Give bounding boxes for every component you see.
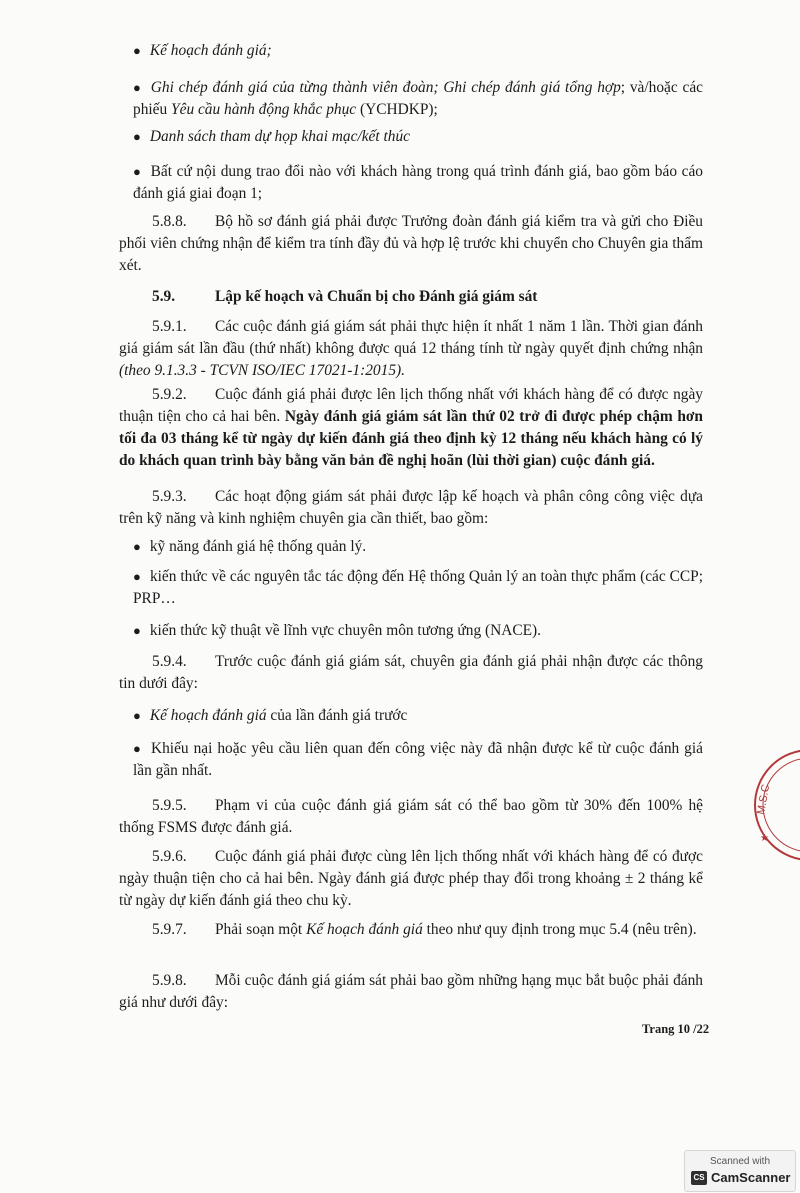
section-5-9-5 [119,795,703,839]
bullet-text-italic: Ghi chép đánh giá của từng thành viên đoàn; Ghi chép đánh giá tổng hợp [150,79,621,96]
bullet-item [133,77,703,121]
section-text: Phạm vi của cuộc đánh giá giám sát có thể bao gồm từ 30% đến 100% hệ thống FSMS được đánh giá. [119,797,703,836]
stamp-seal [750,745,800,865]
section-5-9-7 [119,919,703,941]
section-heading-5-9 [119,286,703,308]
bullet-item [133,705,703,727]
bullet-text: Danh sách tham dự họp khai mạc/kết thúc [149,128,411,145]
section-number: 5.9.5. [152,797,187,814]
bullet-text: kiến thức kỹ thuật về lĩnh vực chuyên môn tương ứng (NACE). [149,622,542,639]
watermark-brand: CamScanner [711,1170,791,1185]
bullet-item [133,566,703,610]
camscanner-logo-icon: CS [691,1171,707,1185]
bullet-dot: ● [133,569,141,584]
section-number: 5.9.8. [152,972,187,989]
camscanner-watermark [684,1150,796,1192]
section-5-9-8 [119,970,703,1014]
section-number: 5.9.2. [152,386,187,403]
bullet-dot: ● [133,623,141,638]
section-title: Lập kế hoạch và Chuẩn bị cho Đánh giá giám sát [215,288,538,305]
section-5-9-2 [119,384,703,472]
section-text: theo như quy định trong mục 5.4 (nêu trên). [422,921,697,938]
section-number: 5.9.7. [152,921,187,938]
section-number: 5.9.1. [152,318,187,335]
section-text: Cuộc đánh giá phải được lên lịch thống nhất với khách hàng để có được ngày thuận tiện cho cả hai bên. [119,386,703,425]
page-number: Trang 10 /22 [642,1022,710,1036]
bullet-text-italic: Yêu cầu hành động khắc phục [171,101,357,118]
bullet-dot: ● [133,539,141,554]
section-number: 5.8.8. [152,213,187,230]
bullet-dot: ● [133,129,141,144]
bullet-text-italic: Kế hoạch đánh giá [149,707,267,724]
section-number: 5.9.3. [152,488,187,505]
bullet-dot: ● [133,741,142,756]
bullet-item [133,40,703,62]
section-number: 5.9. [152,288,176,305]
bullet-text: Bất cứ nội dung trao đổi nào với khách hàng trong quá trình đánh giá, bao gồm báo cáo đánh giá giai đoạn 1; [133,163,703,202]
section-text-bold: Ngày đánh giá giám sát lần thứ 02 trở đi được phép chậm hơn tối đa 03 tháng kể từ ngày dự kiến đánh giá theo định kỳ 12 tháng nếu khách hàng có lý do khách quan trình bày bằng văn bản đề nghị hoãn (lùi thời gian) cuộc đánh giá. [119,408,703,469]
bullet-dot: ● [133,164,142,179]
section-number: 5.9.4. [152,653,187,670]
bullet-text: ; và/hoặc các phiếu [133,79,703,118]
bullet-dot: ● [133,80,142,95]
bullet-dot: ● [133,43,141,58]
bullet-item [133,161,703,205]
section-5-8-8 [119,211,703,277]
section-5-9-4 [119,651,703,695]
watermark-caption: Scanned with [709,1156,771,1167]
section-reference: (theo 9.1.3.3 - TCVN ISO/IEC 17021-1:2015). [119,362,405,379]
section-text: Phải soạn một [215,921,307,938]
bullet-item [133,536,703,558]
stamp-text: M.S.C [755,783,773,816]
bullet-dot: ● [133,708,141,723]
section-5-9-3 [119,486,703,530]
section-text: Trước cuộc đánh giá giám sát, chuyên gia đánh giá phải nhận được các thông tin dưới đây: [119,653,703,692]
section-text-italic: Kế hoạch đánh giá [306,921,423,938]
bullet-item [133,126,703,148]
section-text: Cuộc đánh giá phải được cùng lên lịch thống nhất với khách hàng để có được ngày thuận tiện cho cả hai bên. Ngày đánh giá được phép thay đổi trong khoảng ± 2 tháng kể từ ngày dự kiến đánh giá theo chu kỳ. [119,848,703,909]
bullet-text: (YCHDKP); [356,101,438,118]
bullet-text: kỹ năng đánh giá hệ thống quản lý. [149,538,367,555]
bullet-text: Kế hoạch đánh giá; [149,42,272,59]
section-text: Các cuộc đánh giá giám sát phải thực hiện ít nhất 1 năm 1 lần. Thời gian đánh giá giám sát lần đầu (thứ nhất) không được quá 12 tháng tính từ ngày quyết định chứng nhận [119,318,703,357]
section-5-9-1 [119,316,703,382]
star-icon: ★ [760,833,769,844]
bullet-item [133,620,703,642]
bullet-text: kiến thức về các nguyên tắc tác động đến Hệ thống Quản lý an toàn thực phẩm (các CCP; PRP… [133,568,704,607]
bullet-text: của lần đánh giá trước [266,707,408,724]
section-text: Các hoạt động giám sát phải được lập kế hoạch và phân công công việc dựa trên kỹ năng và kinh nghiệm chuyên gia cần thiết, bao gồm: [119,488,703,527]
bullet-text: Khiếu nại hoặc yêu cầu liên quan đến công việc này đã nhận được kể từ cuộc đánh giá lần gần nhất. [133,740,703,779]
section-text: Mỗi cuộc đánh giá giám sát phải bao gồm những hạng mục bắt buộc phải đánh giá như dưới đây: [119,972,703,1011]
section-number: 5.9.6. [152,848,187,865]
section-text: Bộ hồ sơ đánh giá phải được Trưởng đoàn đánh giá kiểm tra và gửi cho Điều phối viên chứng nhận để kiểm tra tính đầy đủ và hợp lệ trước khi chuyển cho Chuyên gia thẩm xét. [119,213,703,274]
bullet-item [133,738,703,782]
section-5-9-6 [119,846,703,912]
